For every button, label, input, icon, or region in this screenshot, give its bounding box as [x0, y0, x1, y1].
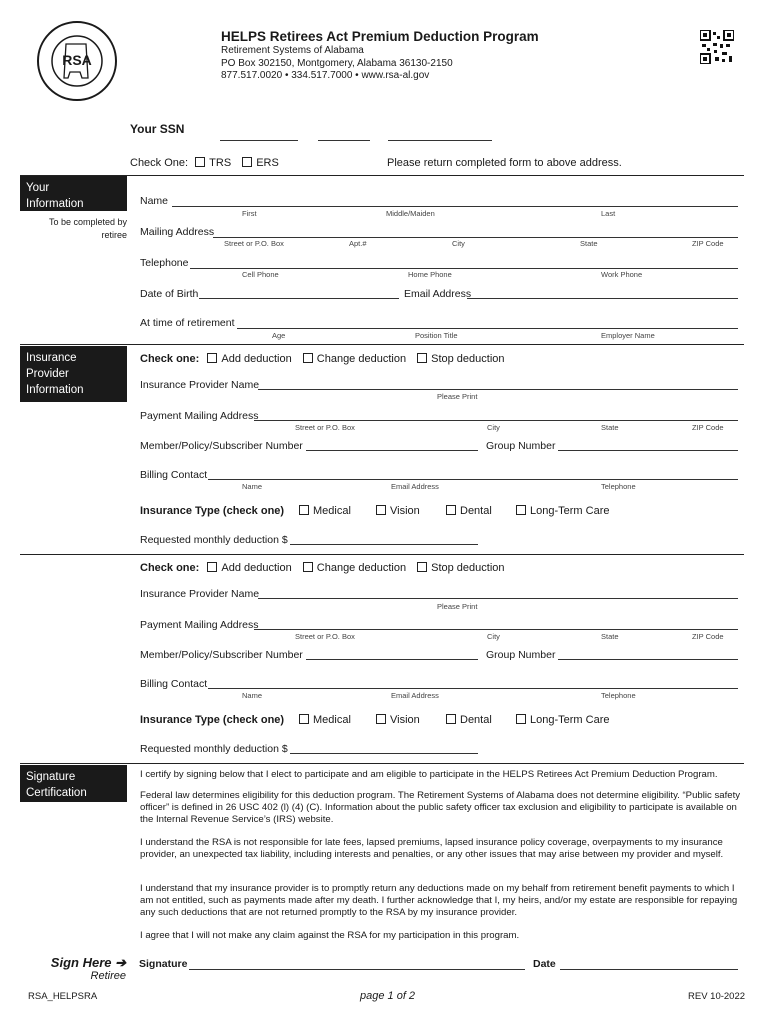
- payment-sub-street: Street or P.O. Box: [295, 632, 355, 641]
- provider-name-field[interactable]: [258, 598, 738, 599]
- retirement-sub-age: Age: [272, 331, 286, 340]
- telephone-sub-home: Home Phone: [408, 270, 452, 279]
- revision: REV 10-2022: [688, 991, 746, 1002]
- check-one-label: Check one:: [140, 353, 200, 365]
- insurance-type-label: Insurance Type (check one): [140, 505, 285, 517]
- ssn-field-3[interactable]: [388, 140, 492, 141]
- dental-label: Dental: [460, 714, 492, 726]
- payment-sub-zip: ZIP Code: [692, 423, 724, 432]
- provider-name-label: Insurance Provider Name: [140, 379, 260, 391]
- type-medical: [299, 714, 351, 726]
- provider2-check-row: [140, 562, 505, 574]
- ssn-label: Your SSN: [130, 122, 185, 136]
- cert-paragraph-4: I understand that my insurance provider is to promptly return any deductions made on my behalf from retirement benefit payments to which I am not entitled, such as payments made after my death. I further acknowledge that I, my heirs, and/or my estate are responsible for repaying any such deductions that are not returned promptly to the RSA by my insurance provider.: [140, 883, 738, 918]
- name-label: Name: [140, 195, 169, 207]
- divider: [20, 344, 744, 345]
- signature-certification-heading: [20, 765, 127, 802]
- email-field[interactable]: [467, 298, 738, 299]
- signature-label: Signature: [139, 958, 188, 970]
- note-line: retiree: [101, 230, 127, 240]
- qr-code-icon: [700, 30, 734, 64]
- vision-label: Vision: [390, 505, 420, 517]
- provider-name-label: Insurance Provider Name: [140, 588, 260, 600]
- long-term-care-checkbox[interactable]: [516, 505, 526, 515]
- your-information-heading: [20, 176, 127, 211]
- heading-line: Provider: [26, 368, 69, 380]
- mailing-label: Mailing Address: [140, 226, 215, 238]
- date-field[interactable]: [560, 969, 738, 970]
- payment-sub-street: Street or P.O. Box: [295, 423, 355, 432]
- mailing-sub-state: State: [580, 239, 598, 248]
- telephone-label: Telephone: [140, 257, 189, 269]
- cert-paragraph-1: I certify by signing below that I elect to participate and am eligible to participate in the HELPS Retirees Act Premium Deduction Program.: [140, 769, 718, 780]
- mailing-sub-apt: Apt.#: [349, 239, 367, 248]
- member-number-label: Member/Policy/Subscriber Number: [140, 649, 303, 661]
- vision-checkbox[interactable]: [376, 714, 386, 724]
- org-name: Retirement Systems of Alabama: [221, 45, 364, 56]
- email-label: Email Address: [404, 288, 472, 300]
- name-sub-last: Last: [601, 209, 616, 218]
- telephone-field[interactable]: [190, 268, 738, 269]
- dob-label: Date of Birth: [140, 288, 199, 300]
- completion-note: [20, 216, 127, 242]
- return-note: Please return completed form to above address.: [387, 157, 622, 169]
- insurance-provider-heading: [20, 346, 127, 402]
- payment-sub-state: State: [601, 632, 619, 641]
- ssn-field-2[interactable]: [318, 140, 370, 141]
- date-label: Date: [533, 958, 556, 970]
- type-dental: [446, 505, 492, 517]
- logo-mark: RSA: [62, 52, 92, 68]
- mailing-sub-city: City: [452, 239, 465, 248]
- mailing-field[interactable]: [213, 237, 738, 238]
- billing-sub-telephone: Telephone: [601, 482, 636, 491]
- please-print-note: Please Print: [437, 602, 478, 611]
- vision-checkbox[interactable]: [376, 505, 386, 515]
- long-term-care-checkbox[interactable]: [516, 714, 526, 724]
- payment-sub-state: State: [601, 423, 619, 432]
- signature-field[interactable]: [189, 969, 525, 970]
- type-ltc: [516, 505, 609, 517]
- billing-contact-field[interactable]: [208, 688, 738, 689]
- heading-line: Information: [26, 384, 84, 396]
- requested-deduction-field[interactable]: [290, 544, 478, 545]
- mailing-sub-zip: ZIP Code: [692, 239, 724, 248]
- requested-deduction-field[interactable]: [290, 753, 478, 754]
- trs-label: TRS: [209, 157, 232, 169]
- requested-deduction-label: Requested monthly deduction $: [140, 534, 288, 546]
- retirement-sub-employer: Employer Name: [601, 331, 655, 340]
- dental-checkbox[interactable]: [446, 714, 456, 724]
- retirement-sub-position: Position Title: [415, 331, 458, 340]
- member-number-field[interactable]: [306, 450, 478, 451]
- change-deduction-checkbox[interactable]: [303, 562, 313, 572]
- add-deduction-checkbox[interactable]: [207, 562, 217, 572]
- org-contact: 877.517.0020 • 334.517.7000 • www.rsa-al.gov: [221, 70, 430, 81]
- billing-sub-name: Name: [242, 691, 263, 700]
- payment-address-label: Payment Mailing Address: [140, 619, 259, 631]
- ssn-field-1[interactable]: [220, 140, 298, 141]
- form-id: RSA_HELPSRA: [28, 991, 98, 1002]
- cert-paragraph-3: I understand the RSA is not responsible for late fees, lapsed premiums, lapsed insurance policy coverage, overpayments to my insurance provider, an unexpected tax liability, including interests and penalties, or any other issues that may arise between my provider and myself.: [140, 837, 724, 860]
- dental-checkbox[interactable]: [446, 505, 456, 515]
- divider: [20, 175, 744, 176]
- medical-label: Medical: [313, 714, 351, 726]
- add-deduction-checkbox[interactable]: [207, 353, 217, 363]
- insurance-type-label: Insurance Type (check one): [140, 714, 285, 726]
- change-deduction-label: Change deduction: [316, 353, 407, 365]
- name-sub-first: First: [242, 209, 257, 218]
- long-term-care-label: Long-Term Care: [530, 714, 610, 726]
- dental-label: Dental: [460, 505, 492, 517]
- divider: [20, 763, 744, 764]
- billing-contact-label: Billing Contact: [140, 469, 208, 481]
- name-field[interactable]: [172, 206, 738, 207]
- divider: [20, 554, 744, 555]
- billing-sub-name: Name: [242, 482, 263, 491]
- page-number: page 1 of 2: [360, 990, 416, 1002]
- payment-sub-city: City: [487, 423, 500, 432]
- check-one-label: Check One:: [130, 157, 189, 169]
- note-line: To be completed by: [48, 217, 127, 227]
- group-number-label: Group Number: [486, 440, 556, 452]
- telephone-sub-work: Work Phone: [601, 270, 643, 279]
- payment-sub-city: City: [487, 632, 500, 641]
- group-number-field[interactable]: [558, 659, 738, 660]
- rsa-logo: [36, 20, 118, 102]
- type-vision: [376, 714, 420, 726]
- stop-deduction-checkbox[interactable]: [417, 562, 427, 572]
- group-number-field[interactable]: [558, 450, 738, 451]
- stop-deduction-label: Stop deduction: [431, 562, 505, 574]
- medical-label: Medical: [313, 505, 351, 517]
- mailing-sub-street: Street or P.O. Box: [224, 239, 284, 248]
- type-dental: [446, 714, 492, 726]
- billing-contact-label: Billing Contact: [140, 678, 208, 690]
- telephone-sub-cell: Cell Phone: [242, 270, 279, 279]
- heading-line: Insurance: [26, 352, 77, 364]
- long-term-care-label: Long-Term Care: [530, 505, 610, 517]
- sign-here-label: Sign Here ➔: [50, 955, 126, 970]
- retirement-field[interactable]: [237, 328, 738, 329]
- payment-address-label: Payment Mailing Address: [140, 410, 259, 422]
- heading-line: Information: [26, 198, 84, 210]
- check-one-row: [130, 157, 279, 169]
- billing-sub-telephone: Telephone: [601, 691, 636, 700]
- type-vision: [376, 505, 420, 517]
- retirement-label: At time of retirement: [140, 317, 235, 329]
- ers-label: ERS: [256, 157, 279, 169]
- change-deduction-label: Change deduction: [316, 562, 407, 574]
- type-ltc: [516, 714, 609, 726]
- member-number-label: Member/Policy/Subscriber Number: [140, 440, 303, 452]
- member-number-field[interactable]: [306, 659, 478, 660]
- vision-label: Vision: [390, 714, 420, 726]
- medical-checkbox[interactable]: [299, 714, 309, 724]
- stop-deduction-checkbox[interactable]: [417, 353, 427, 363]
- dob-field[interactable]: [199, 298, 399, 299]
- billing-sub-email: Email Address: [391, 482, 439, 491]
- stop-deduction-label: Stop deduction: [431, 353, 505, 365]
- add-deduction-label: Add deduction: [221, 353, 292, 365]
- billing-contact-field[interactable]: [208, 479, 738, 480]
- provider-name-field[interactable]: [258, 389, 738, 390]
- cert-paragraph-5: I agree that I will not make any claim against the RSA for my participation in this program.: [140, 930, 520, 941]
- check-one-label: Check one:: [140, 562, 200, 574]
- ers-checkbox[interactable]: [242, 157, 252, 167]
- heading-line: Your: [26, 182, 50, 194]
- add-deduction-label: Add deduction: [221, 562, 292, 574]
- change-deduction-checkbox[interactable]: [303, 353, 313, 363]
- payment-address-field[interactable]: [254, 629, 738, 630]
- provider1-check-row: [140, 353, 505, 365]
- retiree-label: Retiree: [90, 970, 126, 982]
- heading-line: Signature: [26, 771, 76, 783]
- please-print-note: Please Print: [437, 392, 478, 401]
- type-medical: [299, 505, 351, 517]
- payment-sub-zip: ZIP Code: [692, 632, 724, 641]
- billing-sub-email: Email Address: [391, 691, 439, 700]
- requested-deduction-label: Requested monthly deduction $: [140, 743, 288, 755]
- trs-checkbox[interactable]: [195, 157, 205, 167]
- heading-line: Certification: [26, 787, 87, 799]
- org-address: PO Box 302150, Montgomery, Alabama 36130-2150: [221, 58, 453, 69]
- payment-address-field[interactable]: [254, 420, 738, 421]
- form-title: HELPS Retirees Act Premium Deduction Program: [221, 29, 539, 44]
- name-sub-middle: Middle/Maiden: [386, 209, 435, 218]
- medical-checkbox[interactable]: [299, 505, 309, 515]
- cert-paragraph-2: Federal law determines eligibility for this deduction program. The Retirement Systems of Alabama does not determine eligibility. “Public safety officer” is defined in 26 USC 402 (l) (4) (C). Information about the public safety officer tax exclusion and eligibility to participate is available on the Internal Revenue Service’s (IRS) website.: [140, 790, 741, 825]
- group-number-label: Group Number: [486, 649, 556, 661]
